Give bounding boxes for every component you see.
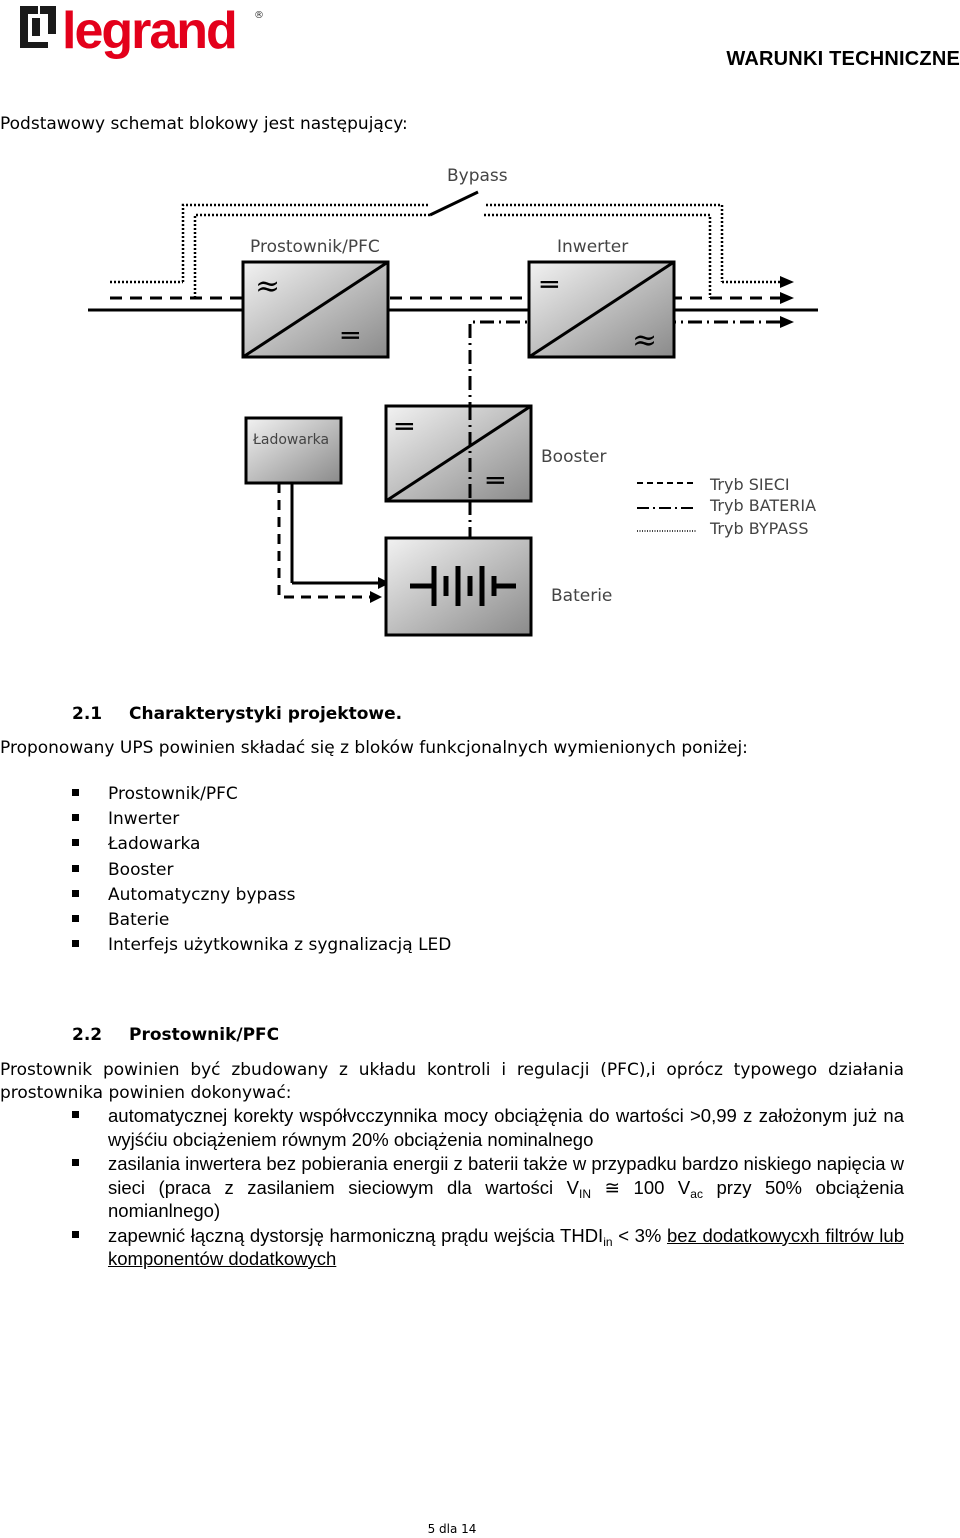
bypass-label: Bypass [447, 166, 508, 186]
batteries-block [386, 538, 531, 635]
booster-label: Booster [541, 447, 607, 467]
ups-block-diagram [0, 150, 960, 654]
document-title: WARUNKI TECHNICZNE [726, 48, 960, 70]
list-item: Automatyczny bypass [70, 883, 451, 908]
bypass-switch [430, 192, 478, 215]
booster-block [386, 406, 531, 501]
brand-name: legrand [62, 4, 236, 60]
svg-text:═: ═ [396, 410, 413, 443]
list-item: zapewnić łączną dystorsję harmoniczną prądu wejścia $THDI_{in} < 3\%$ bez dodatkowycxh filtrów lub komponentów dodatkowych [70, 1224, 904, 1271]
list-item: automatycznej korekty współvcczynnika mocy obciążęnia do wartości >0,99 z założonym już na wyjśćiu obciążeniem równym 20% obciążenia nominalnego [70, 1104, 904, 1151]
charger-block [246, 418, 341, 483]
section-2-1-number: 2.1 [72, 704, 103, 724]
batteries-label: Baterie [551, 586, 613, 606]
legend-mains: Tryb SIECI [710, 475, 790, 494]
legend-battery: Tryb BATERIA [710, 496, 817, 515]
svg-text:═: ═ [541, 268, 558, 301]
rectifier-requirements-list [70, 1104, 904, 1271]
list-item: Interfejs użytkownika z sygnalizacją LED [70, 933, 451, 958]
section-2-2-number: 2.2 [72, 1025, 103, 1045]
section-2-2-title: Prostownik/PFC [129, 1025, 280, 1045]
list-item: Inwerter [70, 807, 451, 832]
list-item: Baterie [70, 908, 451, 933]
svg-text:≈: ≈ [632, 323, 658, 358]
section-2-2-intro: Prostownik powinien być zbudowany z układu kontroli i regulacji (PFC),i oprócz typowego działania prostownika powinien dokonywać: [0, 1060, 904, 1103]
dc-symbol: ═ [342, 319, 359, 352]
page-number: 5 dla 14 [427, 1522, 477, 1536]
function-blocks-list [70, 782, 451, 958]
section-2-1-title: Charakterystyki projektowe. [129, 704, 403, 724]
legrand-emblem-icon [20, 6, 56, 48]
inverter-label: Inwerter [557, 237, 629, 257]
list-item: Ładowarka [70, 832, 451, 857]
rectifier-label: Prostownik/PFC [250, 237, 380, 257]
svg-text:═: ═ [487, 464, 504, 497]
ac-symbol: ≈ [255, 269, 281, 304]
inverter-block [529, 262, 674, 358]
legrand-logo [18, 4, 268, 68]
list-item: Booster [70, 858, 451, 883]
section-2-1-intro: Proponowany UPS powinien składać się z bloków funkcjonalnych wymienionych poniżej: [0, 738, 748, 758]
rectifier-block [243, 262, 388, 357]
list-item: zasilania inwertera bez pobierania energii z baterii także w przypadku bardzo niskiego napięcia w sieci (praca z zasilaniem sieciowym dla wartości $V_{IN}$ ≅ 100 $V_{ac}$ przy 50% obciążenia nomianlnego) [70, 1152, 904, 1223]
svg-text:®: ® [254, 10, 264, 21]
charger-label: Ładowarka [253, 432, 330, 448]
intro-text: Podstawowy schemat blokowy jest następujący: [0, 114, 408, 134]
diagram-legend [637, 475, 816, 538]
legend-bypass: Tryb BYPASS [710, 519, 809, 538]
list-item: Prostownik/PFC [70, 782, 451, 807]
